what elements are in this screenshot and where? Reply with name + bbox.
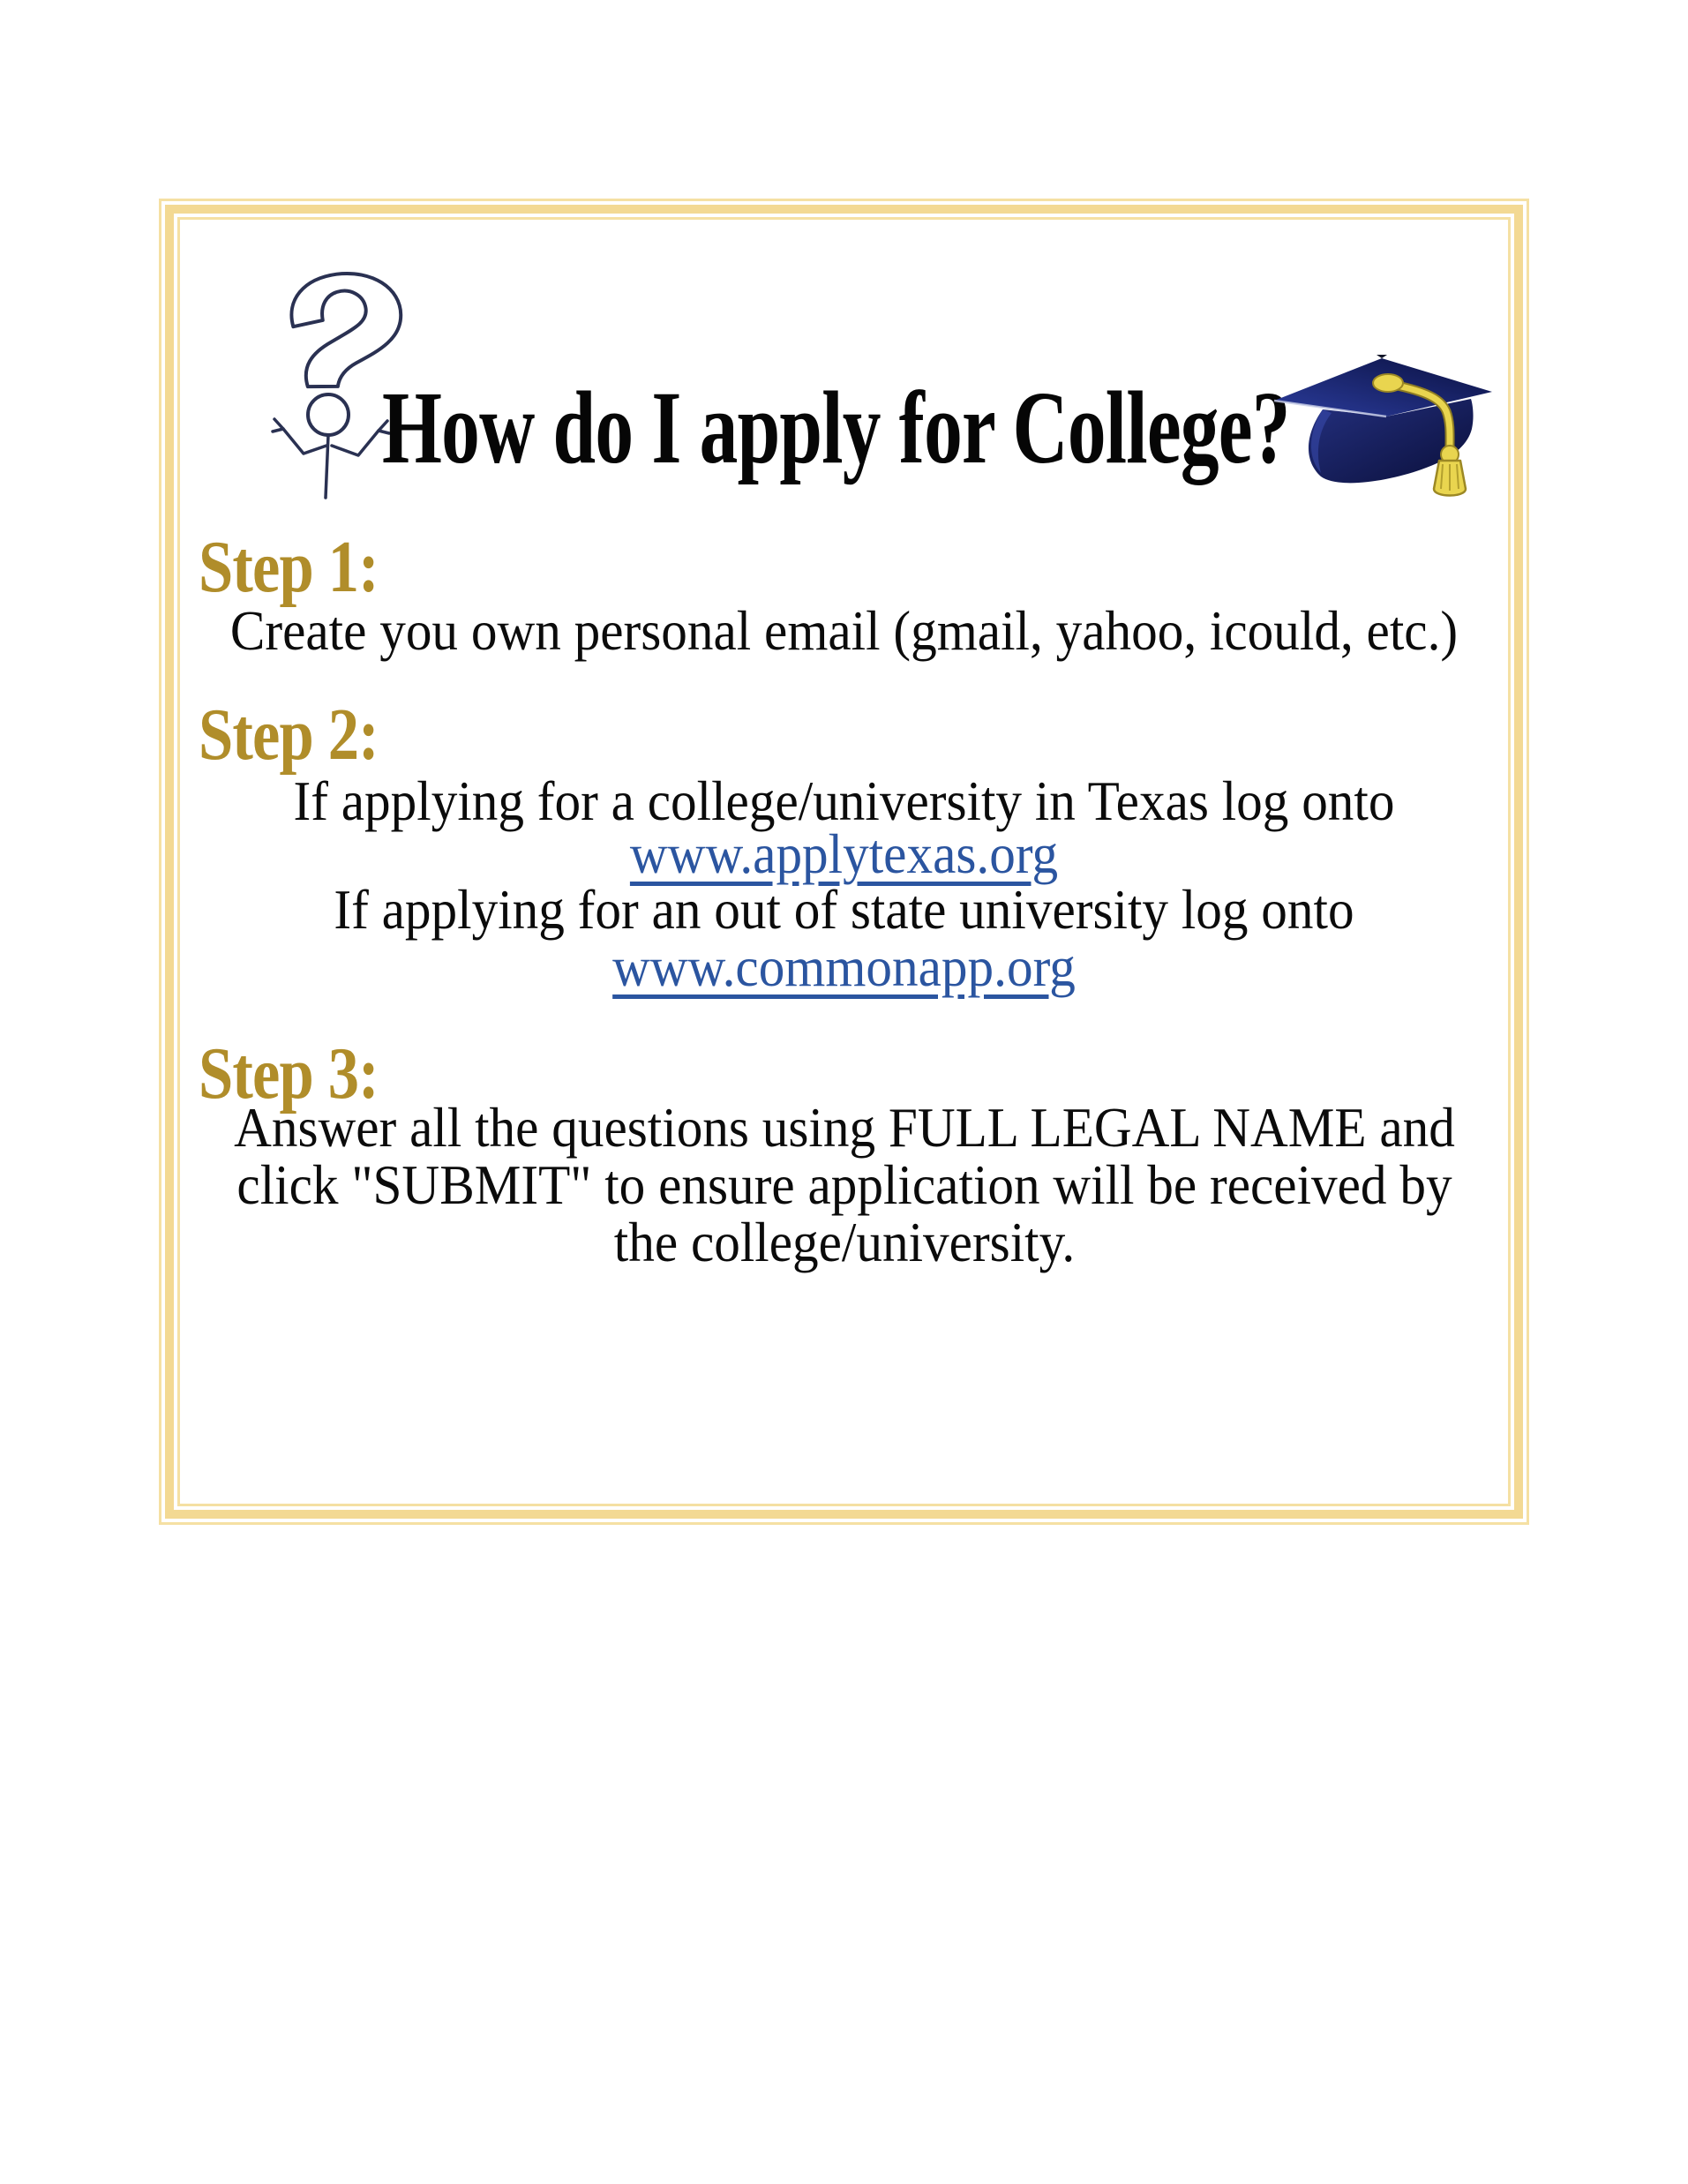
step-3-heading: Step 3: — [199, 1032, 379, 1115]
graduation-cap-icon — [1254, 348, 1512, 508]
decorative-border — [159, 199, 1529, 1525]
step-2-line-1: If applying for a college/university in Texas log onto — [293, 770, 1395, 832]
applytexas-link-line — [202, 823, 1485, 885]
page-title: How do I apply for College? — [382, 370, 1290, 485]
step-1-text: Create you own personal email (gmail, yahoo, icould, etc.) — [229, 600, 1459, 662]
commonapp-link[interactable]: www.commonapp.org — [612, 936, 1076, 998]
step-2-heading: Step 2: — [199, 694, 379, 776]
applytexas-link[interactable]: www.applytexas.org — [629, 823, 1059, 885]
commonapp-link-line — [202, 936, 1485, 998]
step-2-line-2: If applying for an out of state university log onto — [334, 879, 1354, 941]
step-1-heading: Step 1: — [199, 526, 379, 608]
step-3-text: Answer all the questions using FULL LEGAL NAME and click "SUBMIT" to ensure application will be received by the college/university. — [233, 1097, 1455, 1273]
